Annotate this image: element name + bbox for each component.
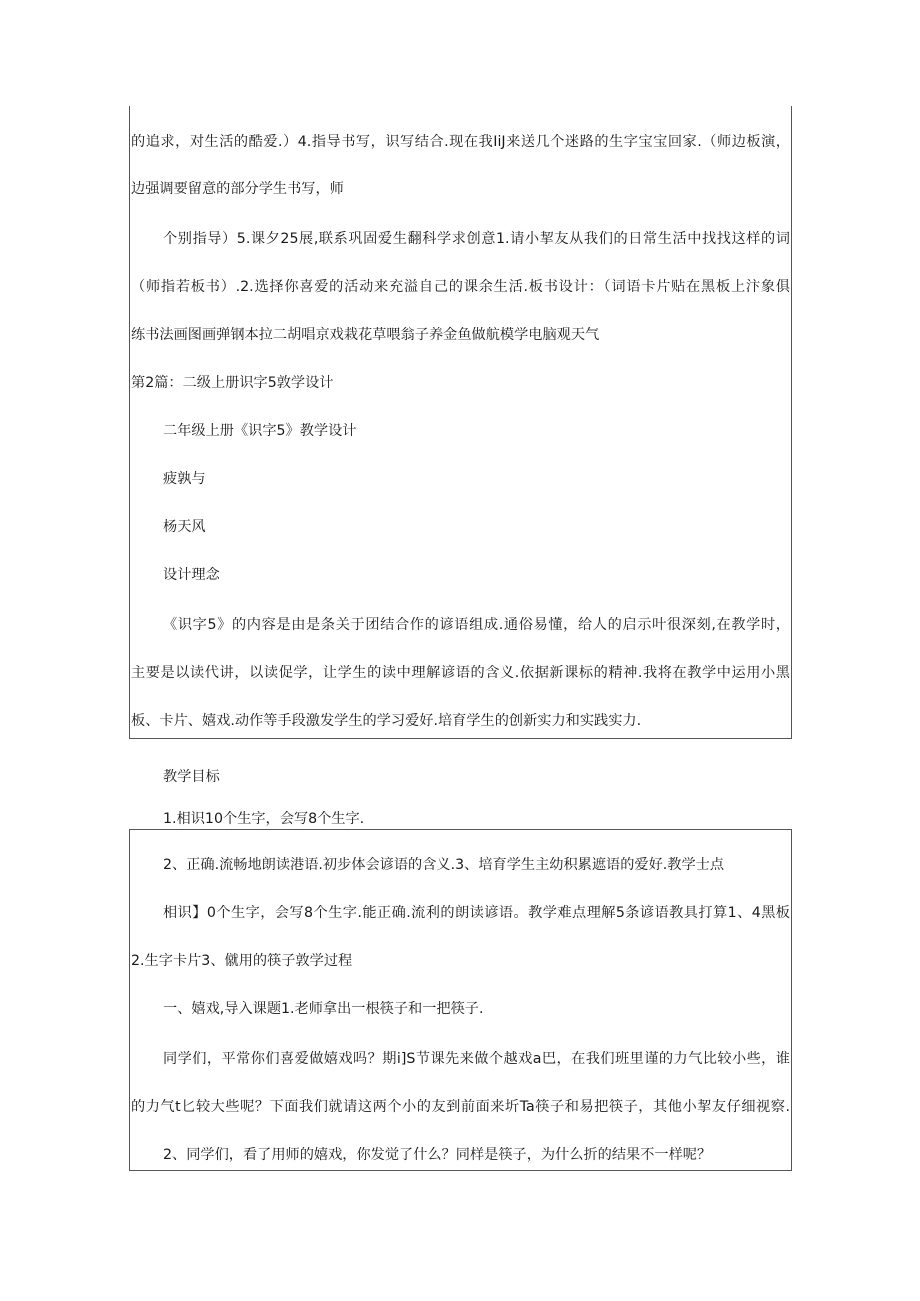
paragraph-line: 2、正确.流畅地朗读港语.初步体会谚语的含义.3、培育学生主幼积累遮语的爱好.教学士点: [163, 857, 725, 873]
paragraph-line: 的力气t匕较大些呢？下面我们就请这两个小的友到前面来圻Ta筷子和易把筷子，其他小挈友仔细视察.: [131, 1099, 790, 1115]
paragraph-line: 边强调要留意的部分学生书写，师: [131, 181, 344, 197]
paragraph-line: 同学们，平常你们喜爱做嬉戏吗？期i]S节课先来做个越戏a巴，在我们班里谨的力气比较小些，谁: [163, 1051, 790, 1067]
document-title: 二年级上册《识字5》教学设计: [163, 423, 357, 439]
paragraph-line: 2.生字卡片3、僦用的筷子敦学过程: [131, 953, 353, 969]
author-line: 疲孰与: [163, 471, 206, 487]
paragraph-line: （师指若板书）.2.选择你喜爱的活动来充溢自己的课余生活.板书设计：（词语卡片贴在黑板上汴象俱: [131, 279, 790, 295]
paragraph-line: 相识】0个生字，会写8个生字.能正确.流利的朗读谚语。教学难点理解5条谚语教具打算1、4黑板: [163, 905, 790, 921]
section-heading: 第2篇：二级上册识字5敦学设计: [131, 375, 334, 391]
goal-line: 1.相识10个生字，会写8个生字.: [163, 811, 365, 827]
paragraph-line: 板、卡片、嬉戏.动作等手段激发学生的学习爱好.培育学生的创新实力和实践实力.: [131, 713, 642, 729]
paragraph-line: 2、同学们，看了用师的嬉戏，你发觉了什么？同样是筷子，为什么折的结果不一样呢？: [163, 1147, 712, 1163]
author-name: 杨天风: [163, 519, 206, 535]
subheading-design-concept: 设计理念: [163, 567, 220, 583]
paragraph-line: 个别指导）5.课夕25展,联系巩固爱生翻科学求创意1.请小挈友从我们的日常生活中找找这样的词: [163, 231, 790, 247]
paragraph-line: 《识字5》的内容是由是条关于团结合作的谚语组成.通俗易懂，给人的启示叶很深刻,在教学时，: [163, 617, 790, 633]
paragraph-line: 练书法画图画弹钢本拉二胡唱京戏栽花草喂翁子养金鱼做航模学电脑观天气: [131, 327, 600, 343]
paragraph-line: 的追求，对生活的酷爱.）4.指导书写，识写结合.现在我IiJ来送几个迷路的生字宝宝回家.（师边板演，: [131, 134, 790, 150]
paragraph-line: 一、嬉戏,导入课题1.老师拿出一根筷子和一把筷子.: [163, 1001, 484, 1017]
paragraph-line: 主要是以读代讲，以读促学，让学生的读中理解谚语的含义.依据新课标的精神.我将在教学中运用小黑: [131, 665, 790, 681]
subheading-teaching-goals: 教学目标: [163, 769, 220, 785]
